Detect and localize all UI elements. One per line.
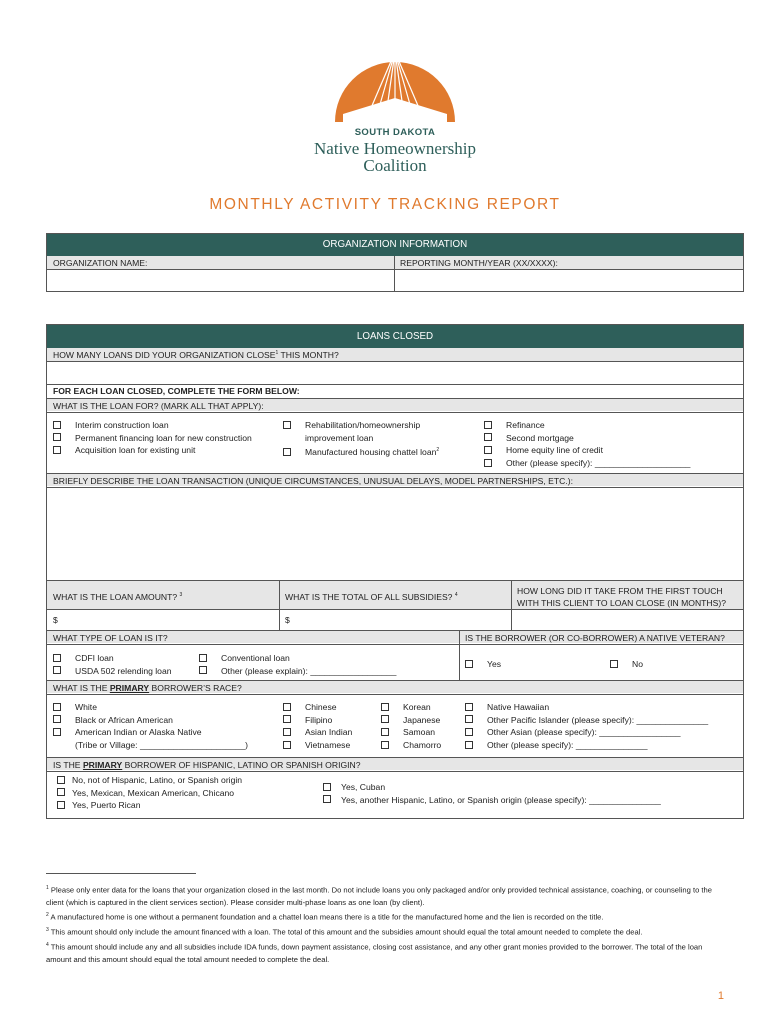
hispanic-option[interactable]: No, not of Hispanic, Latino, or Spanish origin bbox=[57, 774, 242, 787]
checkbox-icon[interactable] bbox=[53, 654, 61, 662]
hispanic-option[interactable]: Yes, Mexican, Mexican American, Chicano bbox=[57, 787, 242, 800]
purpose-col2: Rehabilitation/homeownership improvement loan Manufactured housing chattel loan$^2$ bbox=[283, 419, 439, 459]
purpose-col1 bbox=[53, 419, 252, 457]
loan-type-col2 bbox=[199, 652, 396, 677]
logo-name-text: Native Homeownership bbox=[314, 139, 476, 158]
race-option[interactable]: American Indian or Alaska Native bbox=[53, 726, 248, 739]
checkbox-icon[interactable] bbox=[57, 801, 65, 809]
race-option[interactable]: Korean bbox=[381, 701, 441, 714]
loan-amount-label: WHAT IS THE LOAN AMOUNT? $^3$ bbox=[53, 592, 183, 602]
race-option[interactable]: Filipino bbox=[283, 714, 352, 727]
time-to-close-field[interactable] bbox=[513, 611, 741, 629]
footnote-2: $^2$ A manufactured home is one without a permanent foundation and a chattel loan means there is a title for the manufactured home and the lien is recorded on the title. bbox=[46, 912, 604, 922]
loan-type-option[interactable]: CDFI loan bbox=[53, 652, 172, 665]
checkbox-icon[interactable] bbox=[283, 421, 291, 429]
checkbox-icon[interactable] bbox=[199, 666, 207, 674]
race-col1: White Black or African American American Indian or Alaska Native (Tribe or Village: ______________________) bbox=[53, 701, 248, 752]
subsidies-field[interactable]: $ bbox=[285, 615, 290, 625]
checkbox-icon[interactable] bbox=[283, 715, 291, 723]
describe-label: BRIEFLY DESCRIBE THE LOAN TRANSACTION (UNIQUE CIRCUMSTANCES, UNUSUAL DELAYS, MODEL PARTNERSHIPS, ETC.): bbox=[53, 476, 574, 486]
veteran-label: IS THE BORROWER (OR CO-BORROWER) A NATIVE VETERAN? bbox=[465, 633, 725, 643]
race-option[interactable]: Asian Indian bbox=[283, 726, 352, 739]
loans-closed-section bbox=[46, 324, 744, 819]
race-label: WHAT IS THE PRIMARY BORROWER’S RACE? bbox=[53, 683, 242, 693]
checkbox-icon[interactable] bbox=[53, 666, 61, 674]
footnote-3: $^3$ This amount should only include the amount financed with a loan. The total of this amount and the subsidies amount should equal the total amount needed to complete the deal. bbox=[46, 927, 643, 937]
purpose-option[interactable]: Refinance bbox=[484, 419, 690, 432]
checkbox-icon[interactable] bbox=[57, 788, 65, 796]
race-col4 bbox=[465, 701, 708, 752]
purpose-option[interactable]: Acquisition loan for existing unit bbox=[53, 444, 252, 457]
loan-type-option[interactable]: Conventional loan bbox=[199, 652, 396, 665]
footnotes bbox=[46, 882, 726, 967]
race-option[interactable]: Vietnamese bbox=[283, 739, 352, 752]
checkbox-icon[interactable] bbox=[381, 715, 389, 723]
hispanic-option[interactable]: Yes, another Hispanic, Latino, or Spanish origin (please specify): _______________ bbox=[323, 794, 661, 807]
checkbox-icon[interactable] bbox=[465, 715, 473, 723]
checkbox-icon[interactable] bbox=[465, 741, 473, 749]
checkbox-icon[interactable] bbox=[53, 715, 61, 723]
report-title: MONTHLY ACTIVITY TRACKING REPORT bbox=[209, 196, 561, 213]
footnote-1: $^1$ Please only enter data for the loans that your organization closed in the last month. Do not include loans you only packaged and/or only provided technical assistance, coaching, or counseling to the client (which is captured in the client services section). Please consider multi-phase loans as one loan (by client). bbox=[46, 885, 712, 907]
veteran-no-option[interactable]: No bbox=[610, 659, 643, 669]
race-option[interactable]: Other (please specify): _______________ bbox=[465, 739, 708, 752]
race-option[interactable]: Japanese bbox=[381, 714, 441, 727]
org-info-section bbox=[46, 233, 744, 292]
race-col3 bbox=[381, 701, 441, 752]
checkbox-icon[interactable] bbox=[53, 446, 61, 454]
checkbox-icon[interactable] bbox=[283, 703, 291, 711]
checkbox-icon[interactable] bbox=[53, 728, 61, 736]
hispanic-col1 bbox=[57, 774, 242, 812]
checkbox-icon[interactable] bbox=[323, 783, 331, 791]
checkbox-icon[interactable] bbox=[484, 421, 492, 429]
race-option[interactable]: Chamorro bbox=[381, 739, 441, 752]
purpose-option[interactable]: Second mortgage bbox=[484, 432, 690, 445]
loans-closed-header: LOANS CLOSED bbox=[47, 325, 743, 348]
hispanic-col2 bbox=[323, 781, 661, 806]
each-loan-instruction: FOR EACH LOAN CLOSED, COMPLETE THE FORM BELOW: bbox=[53, 386, 300, 396]
checkbox-icon[interactable] bbox=[465, 703, 473, 711]
race-option[interactable]: White bbox=[53, 701, 248, 714]
checkbox-icon[interactable] bbox=[465, 728, 473, 736]
hispanic-label: IS THE PRIMARY BORROWER OF HISPANIC, LATINO OR SPANISH ORIGIN? bbox=[53, 760, 361, 770]
checkbox-icon[interactable] bbox=[610, 660, 618, 668]
org-info-header: ORGANIZATION INFORMATION bbox=[47, 234, 743, 256]
checkbox-icon[interactable] bbox=[381, 741, 389, 749]
purpose-option[interactable]: Manufactured housing chattel loan$^2$ bbox=[283, 444, 439, 459]
purpose-option[interactable]: Permanent financing loan for new construction bbox=[53, 432, 252, 445]
checkbox-icon[interactable] bbox=[484, 459, 492, 467]
reporting-period-label: REPORTING MONTH/YEAR (XX/XXXX): bbox=[400, 258, 558, 268]
race-option[interactable]: Other Asian (please specify): _________________ bbox=[465, 726, 708, 739]
race-option[interactable]: Chinese bbox=[283, 701, 352, 714]
checkbox-icon[interactable] bbox=[283, 448, 291, 456]
loan-type-option[interactable]: USDA 502 relending loan bbox=[53, 665, 172, 678]
checkbox-icon[interactable] bbox=[53, 421, 61, 429]
purpose-option[interactable]: Rehabilitation/homeownership bbox=[283, 419, 439, 432]
veteran-yes-option[interactable]: Yes bbox=[465, 659, 501, 669]
checkbox-icon[interactable] bbox=[381, 703, 389, 711]
checkbox-icon[interactable] bbox=[484, 446, 492, 454]
loan-count-field[interactable] bbox=[48, 362, 742, 384]
checkbox-icon[interactable] bbox=[283, 741, 291, 749]
purpose-option[interactable]: Other (please specify): ____________________ bbox=[484, 457, 690, 470]
checkbox-icon[interactable] bbox=[484, 433, 492, 441]
checkbox-icon[interactable] bbox=[323, 795, 331, 803]
loan-type-col1 bbox=[53, 652, 172, 677]
footnote-rule bbox=[46, 873, 196, 874]
race-option[interactable]: Samoan bbox=[381, 726, 441, 739]
race-col2 bbox=[283, 701, 352, 752]
logo-coalition-text: Coalition bbox=[363, 156, 427, 175]
loan-type-label: WHAT TYPE OF LOAN IS IT? bbox=[53, 633, 168, 643]
org-name-label: ORGANIZATION NAME: bbox=[53, 258, 148, 268]
describe-field[interactable] bbox=[48, 488, 742, 580]
checkbox-icon[interactable] bbox=[57, 776, 65, 784]
page-number: 1 bbox=[717, 990, 724, 1002]
hispanic-option[interactable]: Yes, Puerto Rican bbox=[57, 799, 242, 812]
race-option[interactable]: Other Pacific Islander (please specify): _______________ bbox=[465, 714, 708, 727]
logo-state-text: SOUTH DAKOTA bbox=[354, 127, 436, 138]
checkbox-icon[interactable] bbox=[53, 433, 61, 441]
reporting-period-field[interactable] bbox=[396, 270, 742, 291]
checkbox-icon[interactable] bbox=[381, 728, 389, 736]
checkbox-icon[interactable] bbox=[283, 728, 291, 736]
loan-purpose-label: WHAT IS THE LOAN FOR? (MARK ALL THAT APPLY): bbox=[53, 401, 264, 411]
purpose-option[interactable]: Interim construction loan bbox=[53, 419, 252, 432]
footnote-4: $^4$ This amount should include any and all subsidies include IDA funds, down payment assistance, closing cost assistance, and any other grant monies provided to the borrower. The total of the loan amount and this amount should equal the total amount needed to complete the deal. bbox=[46, 942, 703, 965]
race-option[interactable]: Black or African American bbox=[53, 714, 248, 727]
org-name-field[interactable] bbox=[48, 270, 393, 291]
loan-count-label: HOW MANY LOANS DID YOUR ORGANIZATION CLOSE$^1$ THIS MONTH? bbox=[53, 350, 339, 360]
hispanic-option[interactable]: Yes, Cuban bbox=[323, 781, 661, 794]
checkbox-icon[interactable] bbox=[465, 660, 473, 668]
purpose-option[interactable]: Home equity line of credit bbox=[484, 444, 690, 457]
checkbox-icon[interactable] bbox=[53, 703, 61, 711]
purpose-col3 bbox=[484, 419, 690, 470]
time-to-close-label: HOW LONG DID IT TAKE FROM THE FIRST TOUCH WITH THIS CLIENT TO LOAN CLOSE (IN MONTHS)? bbox=[517, 586, 726, 608]
race-option[interactable]: Native Hawaiian bbox=[465, 701, 708, 714]
subsidies-label: WHAT IS THE TOTAL OF ALL SUBSIDIES? $^4$ bbox=[285, 592, 458, 602]
loan-amount-field[interactable]: $ bbox=[53, 615, 58, 625]
loan-type-option[interactable]: Other (please explain): __________________ bbox=[199, 665, 396, 678]
checkbox-icon[interactable] bbox=[199, 654, 207, 662]
